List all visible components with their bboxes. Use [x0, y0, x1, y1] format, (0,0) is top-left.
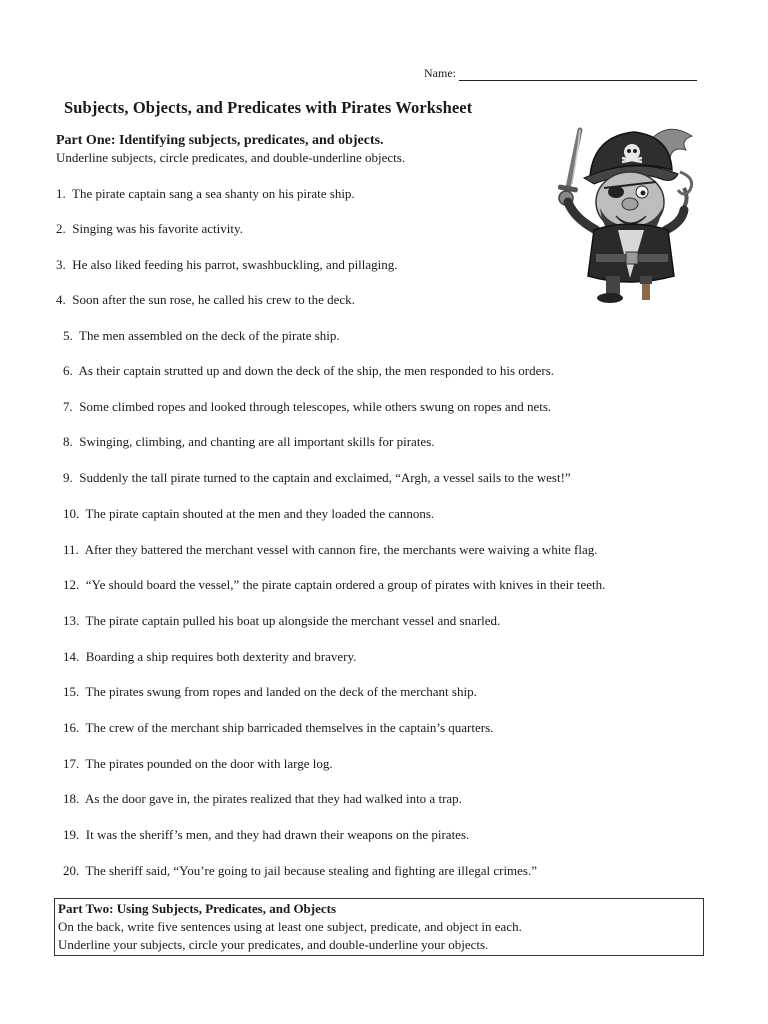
question-item: 17. The pirates pounded on the door with large log.: [63, 756, 333, 771]
question-item: 12. “Ye should board the vessel,” the pirate captain ordered a group of pirates with knives in their teeth.: [63, 577, 606, 592]
question-item: 8. Swinging, climbing, and chanting are all important skills for pirates.: [63, 434, 435, 449]
question-item: 10. The pirate captain shouted at the men and they loaded the cannons.: [63, 506, 435, 521]
pirate-captain-icon: [544, 118, 706, 304]
pirate-captain-illustration: [544, 118, 706, 304]
question-item: 20. The sheriff said, “You’re going to jail because stealing and fighting are illegal crimes.”: [63, 863, 538, 878]
question-item: 14. Boarding a ship requires both dexterity and bravery.: [63, 649, 357, 664]
question-item: 11. After they battered the merchant vessel with cannon fire, the merchants were waiving a white flag.: [63, 542, 598, 557]
question-item: 16. The crew of the merchant ship barricaded themselves in the captain’s quarters.: [63, 720, 494, 735]
question-item: 18. As the door gave in, the pirates realized that they had walked into a trap.: [63, 791, 462, 806]
name-label: Name:: [424, 66, 456, 80]
part-two-line-2: Underline your subjects, circle your predicates, and double-underline your objects.: [58, 937, 489, 952]
question-item: 9. Suddenly the tall pirate turned to the captain and exclaimed, “Argh, a vessel sails to the west!”: [63, 470, 571, 485]
question-item: 6. As their captain strutted up and down the deck of the ship, the men responded to his orders.: [63, 363, 555, 378]
question-item: 19. It was the sheriff’s men, and they had drawn their weapons on the pirates.: [63, 827, 470, 842]
question-item: 5. The men assembled on the deck of the pirate ship.: [63, 328, 340, 343]
question-item: 4. Soon after the sun rose, he called his crew to the deck.: [56, 292, 355, 307]
part-one-instructions: Underline subjects, circle predicates, and double-underline objects.: [56, 150, 406, 165]
part-one-heading: Part One: Identifying subjects, predicates, and objects.: [56, 133, 384, 148]
part-two-box: [54, 898, 704, 956]
name-blank-line[interactable]: [459, 67, 697, 81]
part-two-line-1: On the back, write five sentences using at least one subject, predicate, and object in each.: [58, 919, 522, 934]
worksheet-title: Subjects, Objects, and Predicates with Pirates Worksheet: [64, 98, 473, 117]
question-item: 7. Some climbed ropes and looked through telescopes, while others swung on ropes and nets.: [63, 399, 552, 414]
question-item: 3. He also liked feeding his parrot, swashbuckling, and pillaging.: [56, 257, 398, 272]
question-item: 2. Singing was his favorite activity.: [56, 221, 243, 236]
name-field: [424, 66, 697, 81]
question-item: 1. The pirate captain sang a sea shanty on his pirate ship.: [56, 186, 355, 201]
question-item: 15. The pirates swung from ropes and landed on the deck of the merchant ship.: [63, 684, 477, 699]
part-two-heading: Part Two: Using Subjects, Predicates, and Objects: [58, 901, 337, 916]
question-item: 13. The pirate captain pulled his boat up alongside the merchant vessel and snarled.: [63, 613, 501, 628]
